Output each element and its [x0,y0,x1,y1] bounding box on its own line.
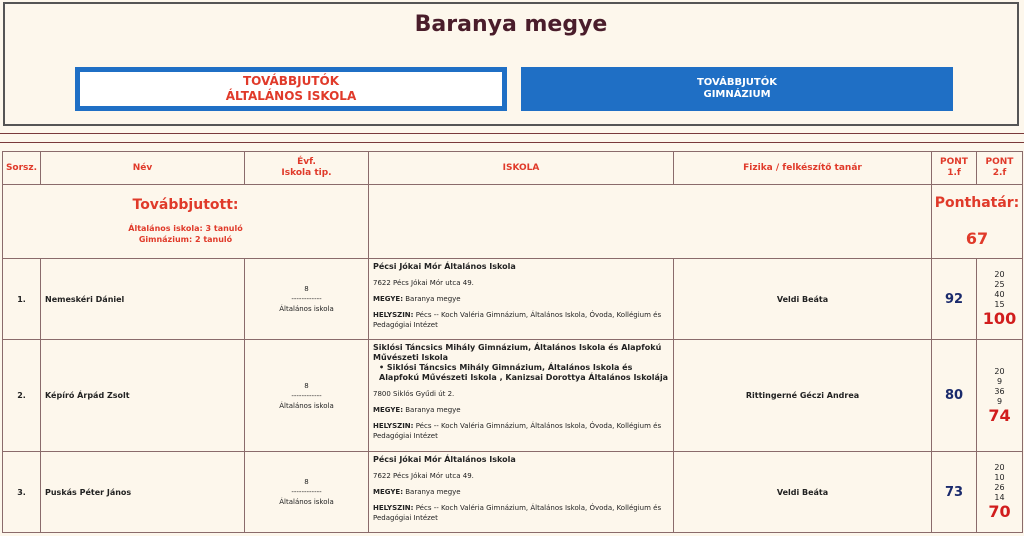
points-round1: 92 [932,259,977,340]
tab-label-line1: TOVÁBBJUTÓK [242,74,339,88]
summary-cell [3,185,369,259]
round2-total: 100 [982,309,1017,328]
grade-cell: 8 ------------ Általános iskola [245,340,369,452]
school-helyszin: HELYSZIN: Pécs -- Koch Valéria Gimnázium, Általános Iskola, Óvoda, Kollégium és Pedagógiai Intézet [373,504,662,522]
table-row [3,259,1023,340]
results-table [2,151,1023,533]
teacher-name: Rittingerné Géczi Andrea [674,340,932,452]
summary-title: Továbbjutott: [132,197,239,213]
school-cell [369,452,674,533]
round2-total: 70 [988,502,1011,521]
col-header-sorsz: Sorsz. [3,152,41,185]
divider [0,142,1024,143]
school-name: Siklósi Táncsics Mihály Gimnázium, Általános Iskola és Alapfokú Művészeti Iskola [373,343,662,362]
grade-cell: 8 ------------ Általános iskola [245,259,369,340]
school-address: 7622 Pécs Jókai Mór utca 49. [373,472,474,480]
page-title: Baranya megye [414,12,608,37]
school-megye: MEGYE: Baranya megye [373,295,461,303]
summary-count-gimnazium: Gimnázium: 2 tanuló [138,235,233,244]
col-header-iskola: ISKOLA [369,152,674,185]
points-round1: 80 [932,340,977,452]
col-header-nev: Név [41,152,245,185]
col-header-pont1: PONT 1.f [932,152,977,185]
round2-total: 74 [988,405,1011,425]
threshold-cell [932,185,1023,259]
school-address: 7622 Pécs Jókai Mór utca 49. [373,279,474,287]
row-number: 1. [3,259,41,340]
col-header-tanar: Fizika / felkészítő tanár [674,152,932,185]
student-name: Nemeskéri Dániel [41,259,245,340]
summary-empty-cell [369,185,932,259]
threshold-value: 67 [965,229,989,248]
student-name: Puskás Péter János [41,452,245,533]
tab-label-line2: ÁLTALÁNOS ISKOLA [225,89,357,103]
table-row [3,452,1023,533]
threshold-label: Ponthatár: [934,195,1020,211]
school-extra-item: • Siklósi Táncsics Mihály Gimnázium, Általános Iskola és Alapfokú Művészeti Iskola , Kanizsai Dorottya Általános Iskolája [379,363,669,382]
county-header [3,2,1019,126]
table-header-row [3,152,1023,185]
tab-gimnazium[interactable] [521,67,953,111]
points-round2: 20 25 40 15 100 [977,259,1023,340]
col-header-pont2: PONT 2.f [977,152,1023,185]
school-extra-list [373,363,669,383]
divider [0,133,1024,134]
tab-label-line2: GIMNÁZIUM [703,89,771,100]
points-round2: 20 10 26 14 70 [977,452,1023,533]
table-row [3,340,1023,452]
col-header-evf: Évf. Iskola tip. [245,152,369,185]
school-name: Pécsi Jókai Mór Általános Iskola [373,262,516,271]
student-name: Képíró Árpád Zsolt [41,340,245,452]
tab-label-line1: TOVÁBBJUTÓK [696,77,777,88]
school-helyszin: HELYSZIN: Pécs -- Koch Valéria Gimnázium, Általános Iskola, Óvoda, Kollégium és Pedagógiai Intézet [373,311,662,329]
points-round1: 73 [932,452,977,533]
school-cell [369,340,674,452]
points-round2: 20 9 36 9 74 [977,340,1023,452]
teacher-name: Veldi Beáta [674,259,932,340]
grade-cell: 8 ------------ Általános iskola [245,452,369,533]
teacher-name: Veldi Beáta [674,452,932,533]
school-address: 7800 Siklós Gyűdi út 2. [373,390,455,398]
row-number: 3. [3,452,41,533]
summary-row [3,185,1023,259]
school-helyszin: HELYSZIN: Pécs -- Koch Valéria Gimnázium, Általános Iskola, Óvoda, Kollégium és Pedagógiai Intézet [373,422,662,440]
summary-count-altalanos: Általános iskola: 3 tanuló [128,224,243,233]
school-megye: MEGYE: Baranya megye [373,406,461,414]
row-number: 2. [3,340,41,452]
school-name: Pécsi Jókai Mór Általános Iskola [373,455,516,464]
school-megye: MEGYE: Baranya megye [373,488,461,496]
tab-altalanos-iskola[interactable] [75,67,507,111]
school-cell [369,259,674,340]
